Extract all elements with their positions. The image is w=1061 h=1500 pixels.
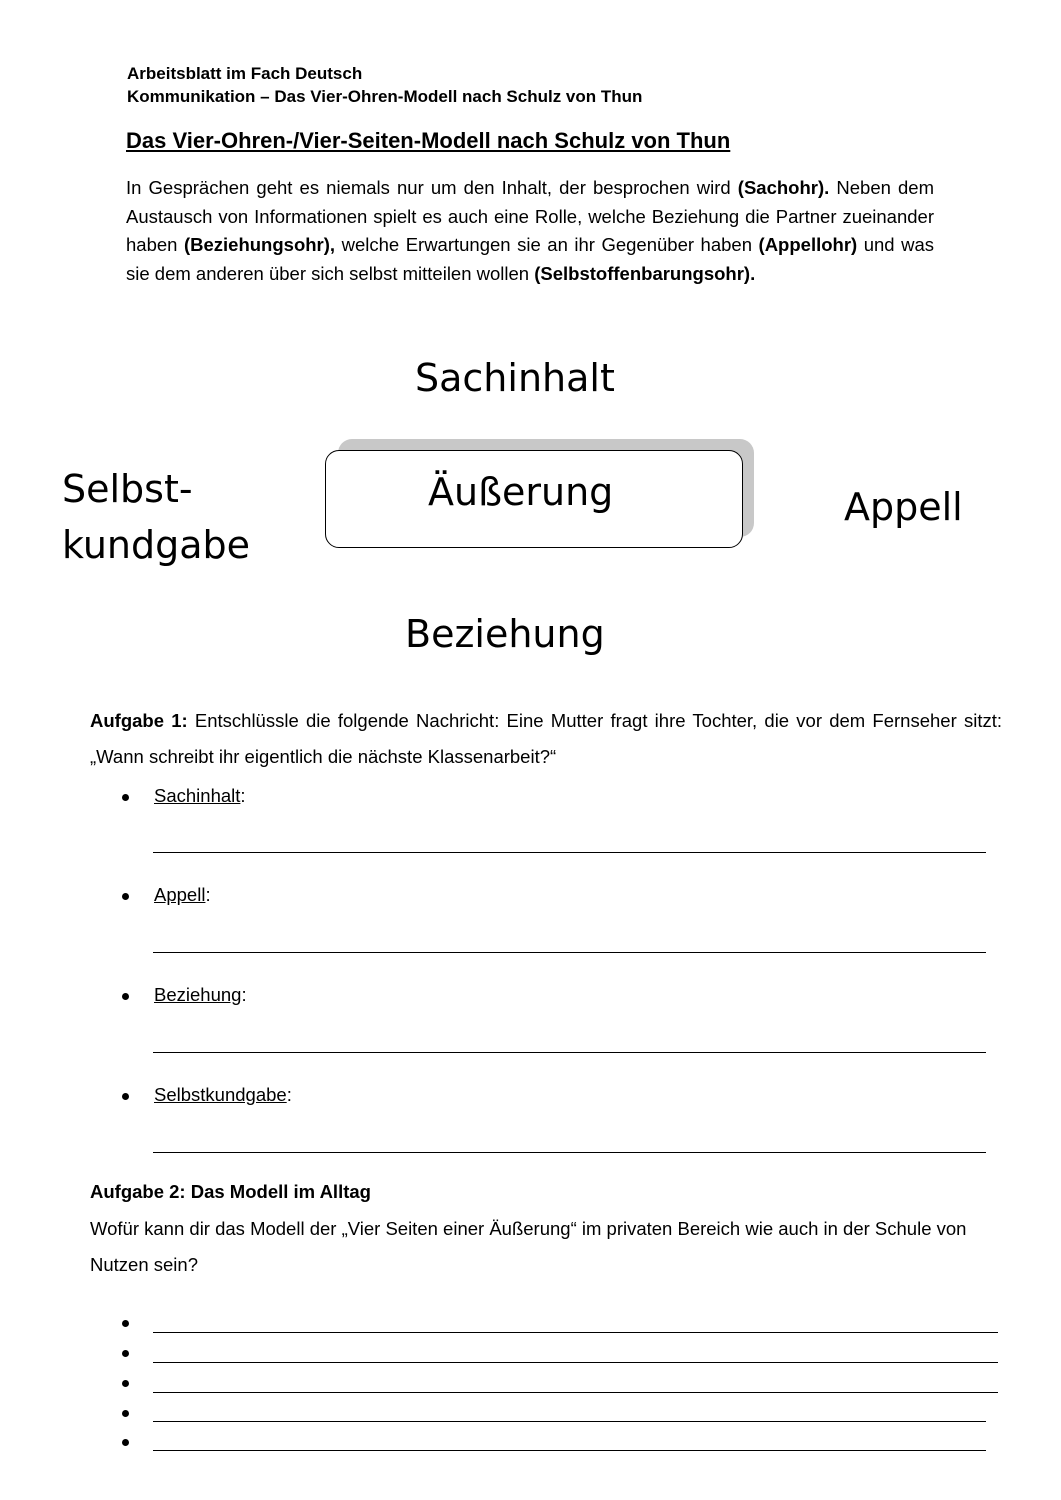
answer-line-task2-3[interactable] <box>153 1392 998 1393</box>
task1-item-sachinhalt <box>154 785 246 807</box>
task1-text: Entschlüssle die folgende Nachricht: Eine Mutter fragt ihre Tochter, die vor dem Fernseher sitzt: „Wann schreibt ihr eigentlich die nächste Klassenarbeit?“ <box>90 710 1002 767</box>
model-label-sachinhalt: Sachinhalt <box>415 356 615 400</box>
bullet-icon <box>122 1439 129 1446</box>
answer-line-selbstkundgabe[interactable] <box>153 1152 986 1153</box>
worksheet-topic: Kommunikation – Das Vier-Ohren-Modell nach Schulz von Thun <box>127 87 643 106</box>
item-colon: : <box>205 884 211 905</box>
answer-line-sachinhalt[interactable] <box>153 852 986 853</box>
item-colon: : <box>286 1084 292 1105</box>
task1-item-beziehung <box>154 984 247 1006</box>
bullet-icon <box>122 1093 129 1100</box>
task2-question: Wofür kann dir das Modell der „Vier Seiten einer Äußerung“ im privaten Bereich wie auch in der Schule von Nutzen sein? <box>90 1218 967 1275</box>
model-label-selbstkundgabe-2: kundgabe <box>62 523 251 567</box>
item-label: Appell <box>154 884 206 905</box>
item-colon: : <box>240 785 246 806</box>
intro-text-3: welche Erwartungen sie an ihr Gegenüber haben <box>335 234 759 255</box>
model-label-appell: Appell <box>844 485 963 529</box>
answer-line-task2-5[interactable] <box>153 1450 986 1451</box>
intro-text-1: In Gesprächen geht es niemals nur um den Inhalt, der besprochen wird <box>126 177 738 198</box>
item-colon: : <box>241 984 247 1005</box>
bullet-icon <box>122 1350 129 1357</box>
intro-paragraph <box>126 174 934 288</box>
page-title: Das Vier-Ohren-/Vier-Seiten-Modell nach Schulz von Thun <box>126 128 731 153</box>
answer-line-task2-1[interactable] <box>153 1332 998 1333</box>
intro-appellohr: (Appellohr) <box>758 234 858 255</box>
bullet-icon <box>122 893 129 900</box>
bullet-icon <box>122 993 129 1000</box>
bullet-icon <box>122 794 129 801</box>
bullet-icon <box>122 1410 129 1417</box>
task1-item-appell <box>154 884 211 906</box>
answer-line-task2-4[interactable] <box>153 1421 986 1422</box>
intro-selbstoffenbarungsohr: (Selbstoffenbarungsohr). <box>534 262 756 284</box>
task1-item-selbstkundgabe <box>154 1084 292 1106</box>
item-label: Beziehung <box>154 984 242 1005</box>
bullet-icon <box>122 1380 129 1387</box>
intro-text-2: Neben dem Austausch von Informationen spielt es auch eine Rolle, welche Beziehung die Partner zueinander haben <box>126 177 934 255</box>
item-label: Selbstkundgabe <box>154 1084 287 1105</box>
model-label-aeusserung: Äußerung <box>428 470 614 514</box>
task2-heading: Aufgabe 2: Das Modell im Alltag <box>90 1181 371 1202</box>
model-label-beziehung: Beziehung <box>405 612 605 656</box>
intro-sachohr: (Sachohr). <box>737 177 830 198</box>
answer-line-task2-2[interactable] <box>153 1362 998 1363</box>
task1-label: Aufgabe 1: <box>90 710 188 731</box>
intro-text-4: und was sie dem anderen über sich selbst mitteilen wollen <box>126 234 934 284</box>
item-label: Sachinhalt <box>154 785 241 806</box>
bullet-icon <box>122 1320 129 1327</box>
task1-prompt <box>90 703 1002 775</box>
model-label-selbstkundgabe-1: Selbst- <box>62 467 193 511</box>
worksheet-subject: Arbeitsblatt im Fach Deutsch <box>127 64 363 83</box>
intro-beziehungsohr: (Beziehungsohr), <box>183 234 336 255</box>
answer-line-appell[interactable] <box>153 952 986 953</box>
answer-line-beziehung[interactable] <box>153 1052 986 1053</box>
